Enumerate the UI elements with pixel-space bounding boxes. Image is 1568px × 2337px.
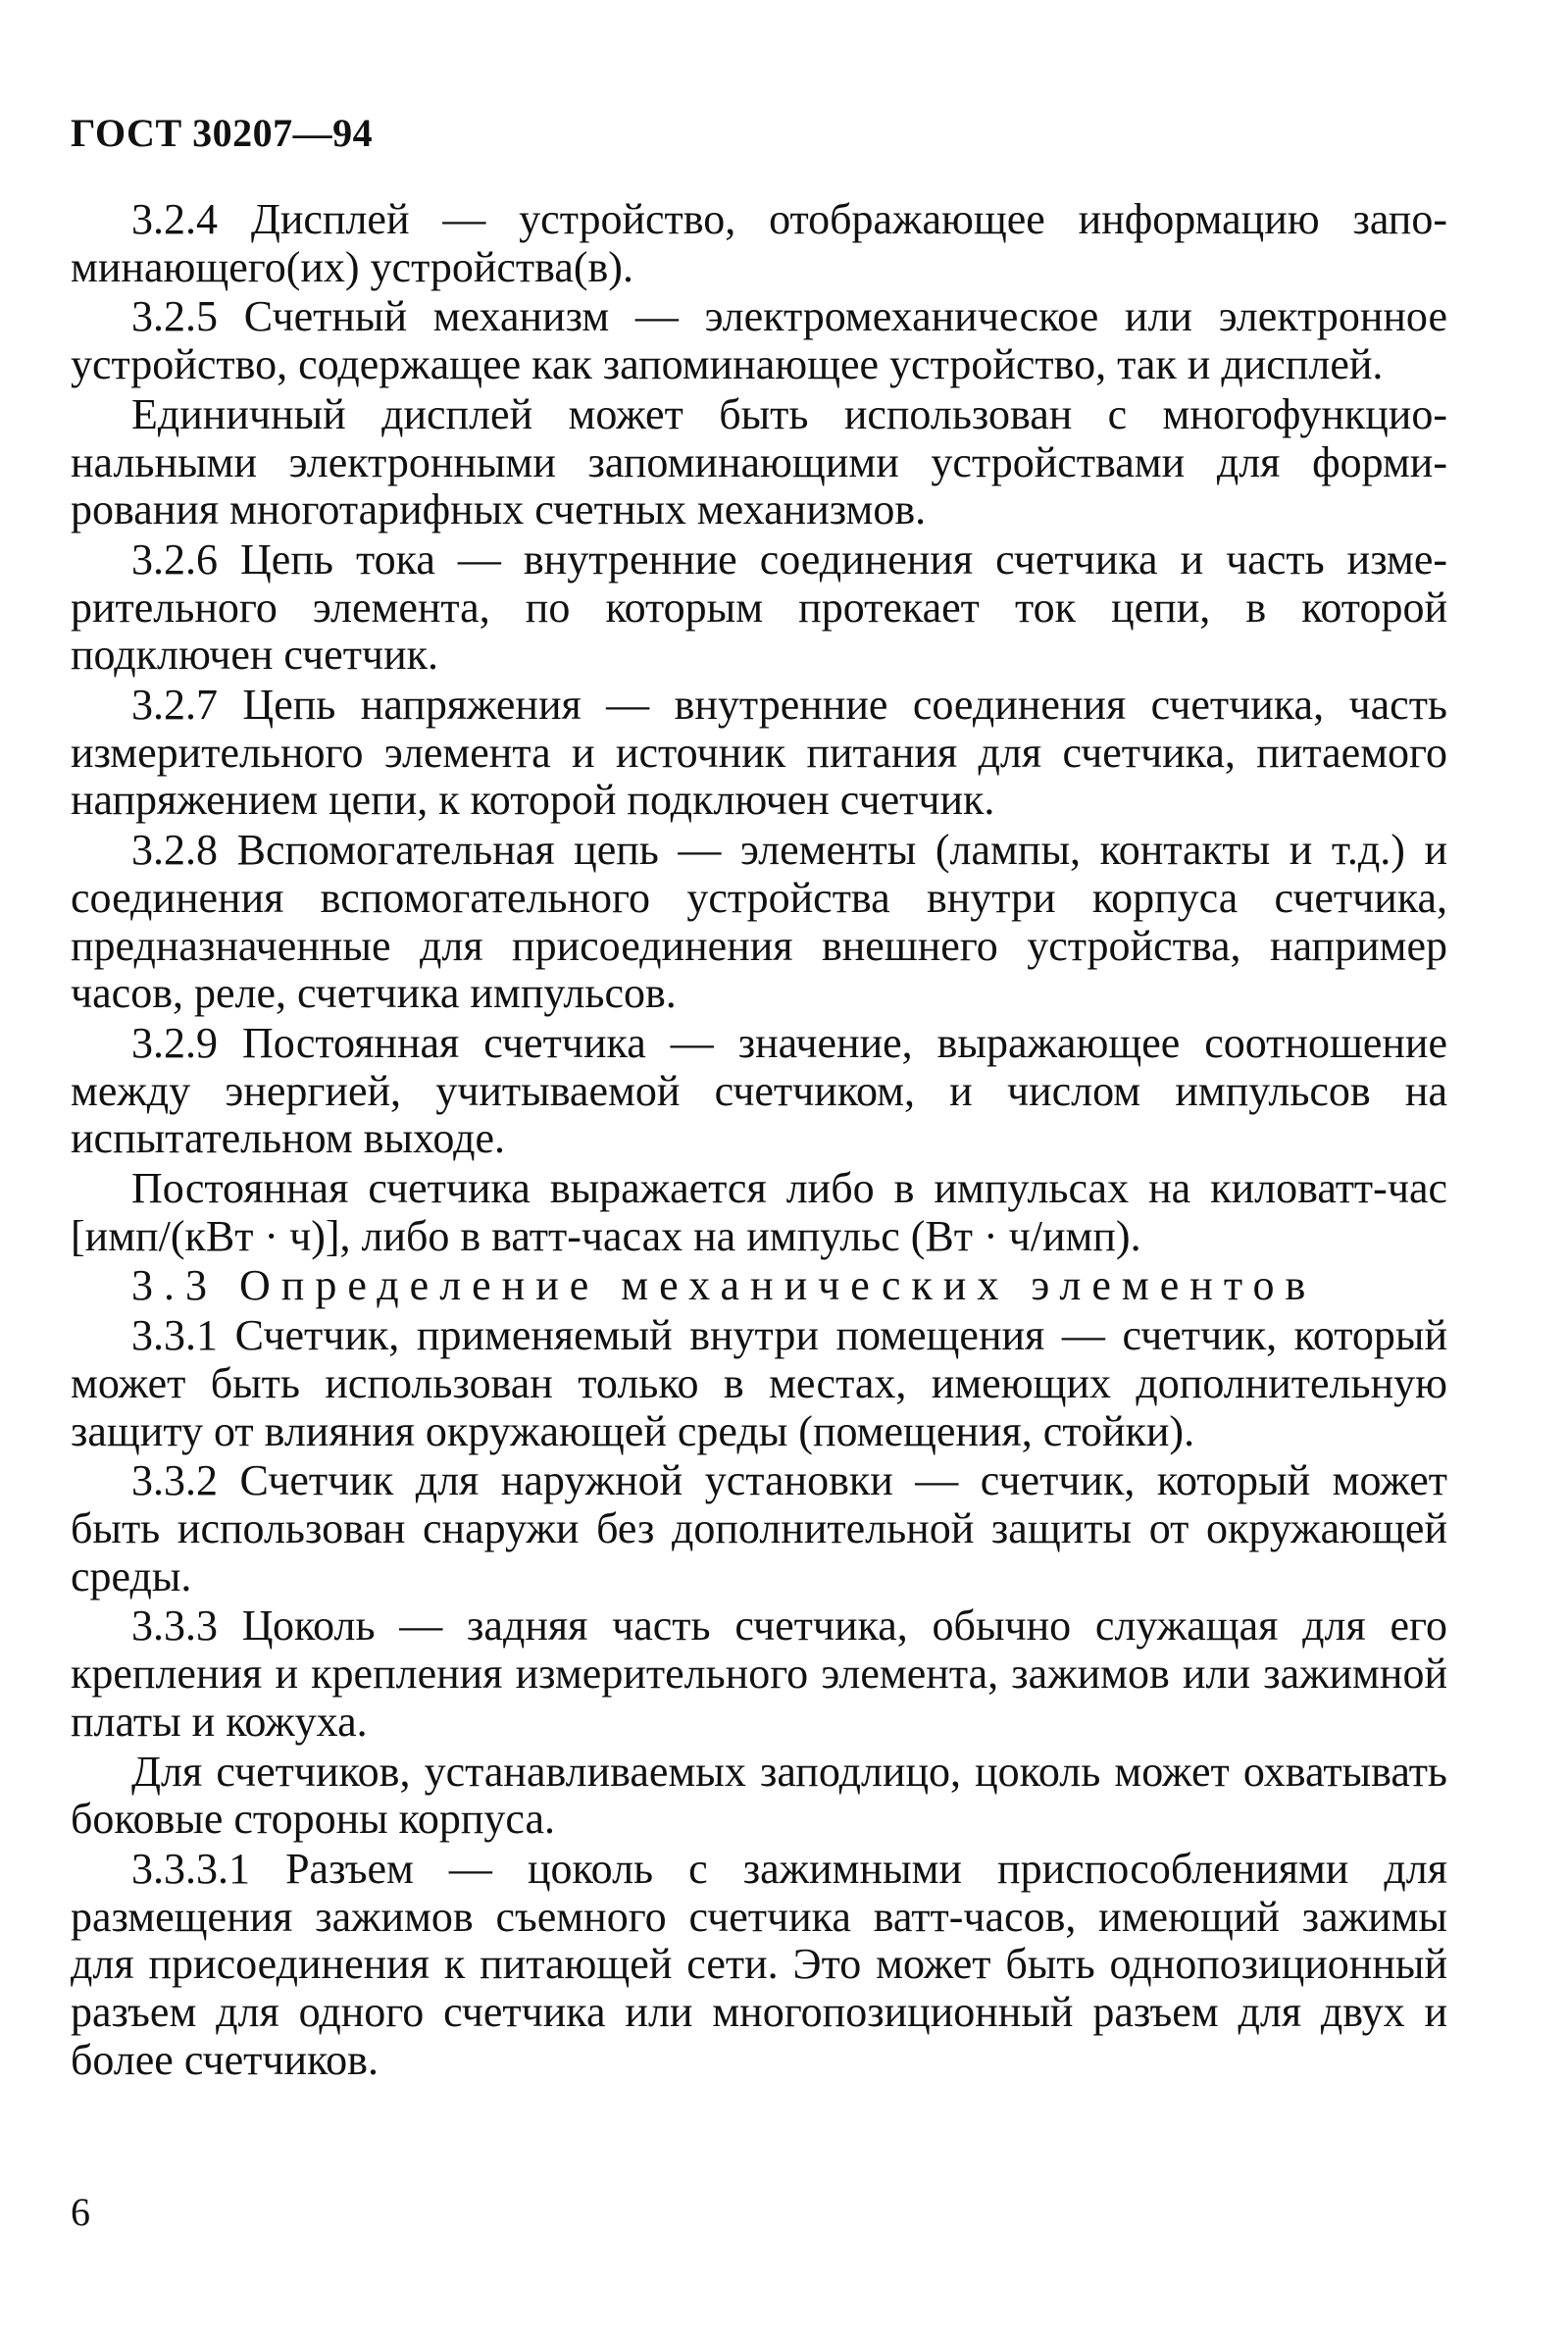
paragraph-3-3-3: 3.3.3 Цоколь — задняя часть счетчика, обычно служащая для его крепления и крепления измерительного элемента, зажимов или зажимной платы и кожуха. — [71, 1601, 1447, 1746]
paragraph-3-3-3-1: 3.3.3.1 Разъем — цоколь с зажимными приспособлениями для размещения зажимов съемного счетчика ватт-часов, имеющий зажимы для присоединения к питающей сети. Это может быть однопозиционный разъем для одного счетчика или многопозиционный разъем для двух и более счетчиков. — [71, 1844, 1447, 2084]
paragraph-3-2-5: 3.2.5 Счетный механизм — электромеханическое или электронное устройство, содержащее как запоминающее устройство, так и дисплей. — [71, 292, 1447, 389]
paragraph-meter-constant: Постоянная счетчика выражается либо в импульсах на киловатт-час [имп/(кВт · ч)], либо в ватт-часах на импульс (Вт · ч/имп). — [71, 1164, 1447, 1260]
document-body — [71, 196, 1447, 2086]
paragraph-3-2-9: 3.2.9 Постоянная счетчика — значение, выражающее соотношение между энергией, учитываемой счетчиком, и числом импульсов на испытательном выходе. — [71, 1018, 1447, 1163]
paragraph-flush-mount: Для счетчиков, устанавливаемых заподлицо, цоколь может охватывать боковые стороны корпуса. — [71, 1747, 1447, 1844]
paragraph-single-display: Единичный дисплей может быть использован с многофункциональными электронными запоминающими устройствами для формирования многотарифных счетных механизмов. — [71, 389, 1447, 534]
document-header: ГОСТ 30207—94 — [71, 111, 374, 155]
section-heading-3-3: 3.3 Определение механических элементов — [131, 1261, 1317, 1310]
paragraph-3-2-7: 3.2.7 Цепь напряжения — внутренние соединения счетчика, часть измерительного элемента и источник питания для счетчика, питаемого напряжением цепи, к которой подключен счетчик. — [71, 681, 1447, 825]
paragraph-3-3-2: 3.3.2 Счетчик для наружной установки — счетчик, который может быть использован снаружи без дополнительной защиты от окружающей среды. — [71, 1456, 1447, 1600]
paragraph-3-3-1: 3.3.1 Счетчик, применяемый внутри помещения — счетчик, который может быть использован только в местах, имеющих дополнительную защиту от влияния окружающей среды (помещения, стойки). — [71, 1311, 1447, 1455]
page-number: 6 — [71, 2190, 90, 2234]
paragraph-3-2-4: 3.2.4 Дисплей — устройство, отображающее информацию запоминающего(их) устройства(в). — [71, 195, 1447, 291]
paragraph-3-2-8: 3.2.8 Вспомогательная цепь — элементы (лампы, контакты и т.д.) и соединения вспомогательного устройства внутри корпуса счетчика, предназначенные для присоединения внешнего устройства, например часов, реле, счетчика импульсов. — [71, 826, 1447, 1018]
paragraph-3-2-6: 3.2.6 Цепь тока — внутренние соединения счетчика и часть измерительного элемента, по которым протекает ток цепи, в которой подключен счетчик. — [71, 534, 1447, 680]
